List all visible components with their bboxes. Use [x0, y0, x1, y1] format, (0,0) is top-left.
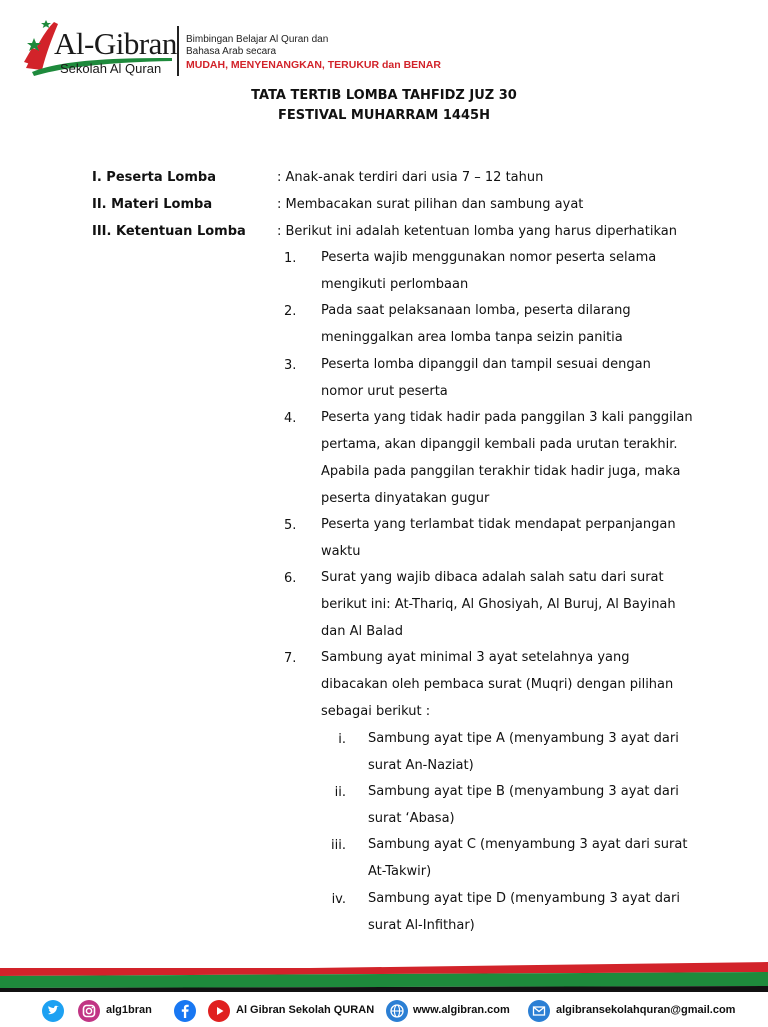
logo — [22, 18, 177, 80]
subrule-line: Sambung ayat tipe D (menyambung 3 ayat dari — [368, 891, 680, 906]
rule-line: pertama, akan dipanggil kembali pada urutan terakhir. — [321, 437, 678, 452]
youtube-channel-name[interactable]: Al Gibran Sekolah QURAN — [236, 1004, 375, 1016]
rule-line: Peserta lomba dipanggil dan tampil sesuai dengan — [321, 357, 651, 372]
tagline — [186, 34, 328, 58]
subrule-line: surat Al-Infithar) — [368, 918, 475, 933]
rule-item — [321, 297, 631, 351]
rule-line: Peserta yang terlambat tidak mendapat perpanjangan — [321, 517, 676, 532]
website-link[interactable]: www.algibran.com — [413, 1004, 510, 1016]
subrule-line: Sambung ayat tipe B (menyambung 3 ayat dari — [368, 784, 679, 799]
logo-subtitle: Sekolah Al Quran — [60, 61, 162, 76]
rule-number: 1. — [284, 251, 297, 266]
footer — [0, 992, 768, 1024]
subrule-line: surat An-Naziat) — [368, 758, 474, 773]
email-link[interactable]: algibransekolahquran@gmail.com — [556, 1004, 736, 1016]
facebook-icon[interactable] — [174, 1000, 196, 1022]
header-divider — [177, 26, 179, 76]
rule-line: berikut ini: At-Thariq, Al Ghosiyah, Al Buruj, Al Bayinah — [321, 597, 676, 612]
rule-number: 6. — [284, 571, 297, 586]
rule-line: Apabila pada panggilan terakhir tidak hadir juga, maka — [321, 464, 681, 479]
email-icon[interactable] — [528, 1000, 550, 1022]
rule-number: 2. — [284, 304, 297, 319]
rule-line: Peserta wajib menggunakan nomor peserta selama — [321, 250, 657, 265]
subrule-line: Sambung ayat C (menyambung 3 ayat dari surat — [368, 837, 688, 852]
section-label-materi: II. Materi Lomba — [92, 197, 213, 212]
rule-item — [321, 244, 656, 298]
rule-line: meninggalkan area lomba tanpa seizin panitia — [321, 330, 623, 345]
tagline-red: MUDAH, MENYENANGKAN, TERUKUR dan BENAR — [186, 59, 441, 71]
tagline-line2: Bahasa Arab secara — [186, 46, 277, 57]
rule-item — [321, 351, 651, 405]
rule-line: nomor urut peserta — [321, 384, 448, 399]
section-value-materi: : Membacakan surat pilihan dan sambung ayat — [277, 197, 584, 212]
rule-line: waktu — [321, 544, 361, 559]
instagram-handle[interactable]: alg1bran — [106, 1004, 152, 1016]
subrule-line: Sambung ayat tipe A (menyambung 3 ayat dari — [368, 731, 679, 746]
subrule-number: ii. — [334, 785, 346, 800]
twitter-icon[interactable] — [42, 1000, 64, 1022]
rule-line: Peserta yang tidak hadir pada panggilan 3 kali panggilan — [321, 410, 693, 425]
rule-line: Pada saat pelaksanaan lomba, peserta dilarang — [321, 303, 631, 318]
rule-line: sebagai berikut : — [321, 704, 431, 719]
document-title-line1: TATA TERTIB LOMBA TAHFIDZ JUZ 30 — [251, 88, 517, 103]
subrule-line: At-Takwir) — [368, 864, 432, 879]
footer-stripes — [0, 962, 768, 992]
subrule-number: iv. — [331, 892, 346, 907]
rule-line: mengikuti perlombaan — [321, 277, 469, 292]
rule-number: 5. — [284, 518, 297, 533]
subrule-item — [368, 885, 680, 939]
rule-item — [321, 564, 676, 645]
rule-line: peserta dinyatakan gugur — [321, 491, 490, 506]
rule-line: dan Al Balad — [321, 624, 403, 639]
rule-item — [321, 511, 676, 565]
rule-line: Sambung ayat minimal 3 ayat setelahnya yang — [321, 650, 630, 665]
globe-icon[interactable] — [386, 1000, 408, 1022]
rule-number: 3. — [284, 358, 297, 373]
section-value-ketentuan: : Berikut ini adalah ketentuan lomba yang harus diperhatikan — [277, 224, 677, 239]
section-label-peserta: I. Peserta Lomba — [92, 170, 216, 185]
rule-line: dibacakan oleh pembaca surat (Muqri) dengan pilihan — [321, 677, 674, 692]
section-label-ketentuan: III. Ketentuan Lomba — [92, 224, 246, 239]
rule-item — [321, 404, 693, 512]
subrule-item — [368, 831, 687, 885]
subrule-line: surat ‘Abasa) — [368, 811, 455, 826]
document-title-line2: FESTIVAL MUHARRAM 1445H — [278, 108, 490, 123]
youtube-icon[interactable] — [208, 1000, 230, 1022]
section-value-peserta: : Anak-anak terdiri dari usia 7 – 12 tahun — [277, 170, 544, 185]
logo-title: Al-Gibran — [54, 26, 177, 61]
instagram-icon[interactable] — [78, 1000, 100, 1022]
subrule-item — [368, 725, 679, 779]
subrule-number: i. — [338, 732, 346, 747]
rule-line: Surat yang wajib dibaca adalah salah satu dari surat — [321, 570, 664, 585]
rule-number: 4. — [284, 411, 297, 426]
rule-item — [321, 644, 673, 725]
subrule-number: iii. — [331, 838, 346, 853]
subrule-item — [368, 778, 679, 832]
tagline-line1: Bimbingan Belajar Al Quran dan — [186, 34, 329, 45]
rule-number: 7. — [284, 651, 297, 666]
